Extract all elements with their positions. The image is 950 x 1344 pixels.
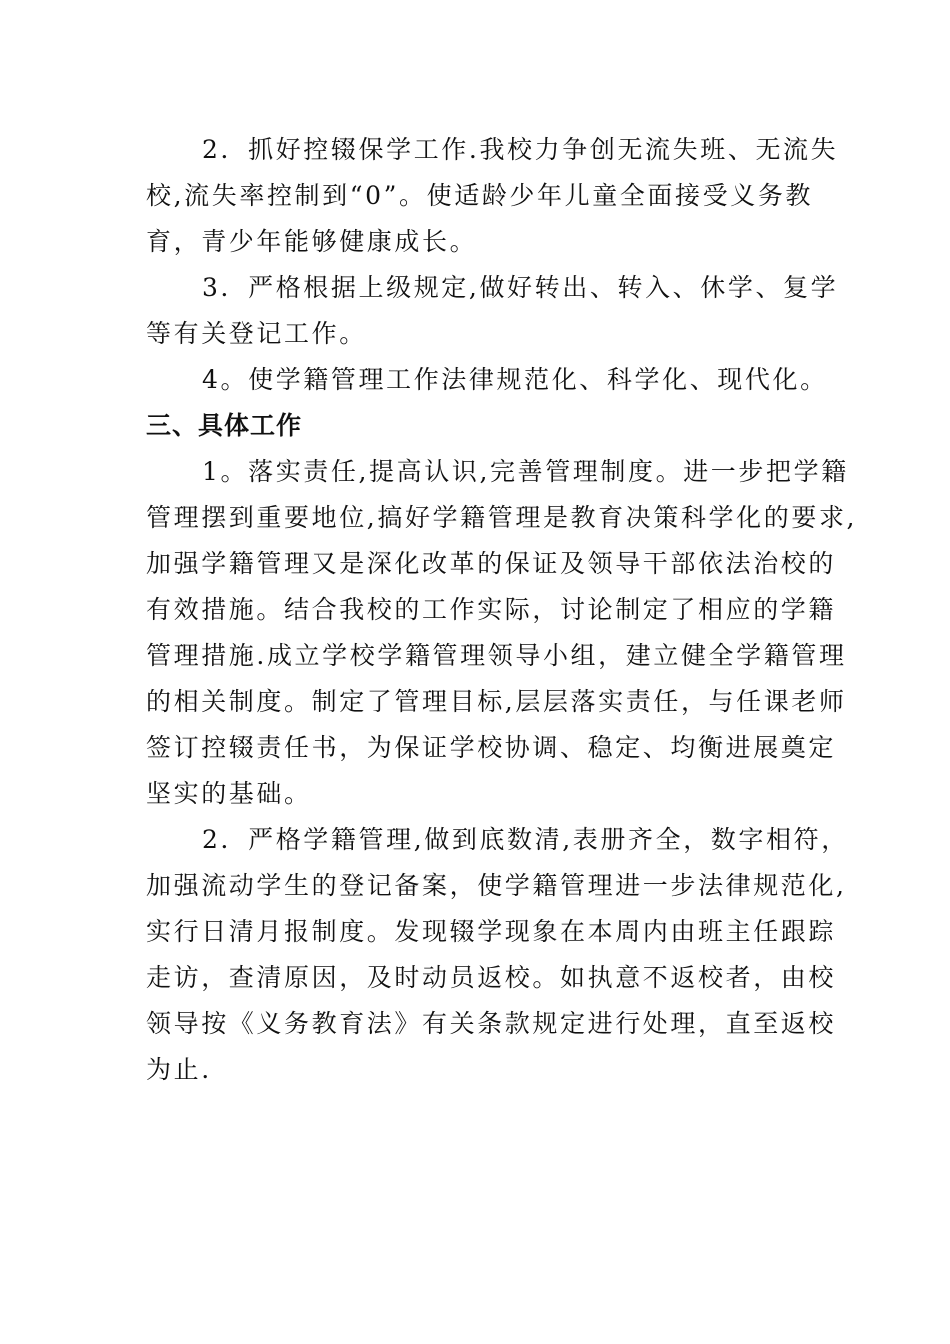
paragraph-line: 等有关登记工作。 — [146, 319, 367, 348]
paragraph-line: 坚实的基础。 — [146, 779, 312, 808]
paragraph-line: 实行日清月报制度。发现辍学现象在本周内由班主任跟踪 — [146, 917, 837, 946]
paragraph-line: 管理摆到重要地位,搞好学籍管理是教育决策科学化的要求, — [146, 503, 858, 532]
paragraph-line: 为止. — [146, 1055, 212, 1084]
section-heading: 三、具体工作 — [146, 411, 303, 440]
paragraph-line: 走访，查清原因，及时动员返校。如执意不返校者，由校 — [146, 963, 837, 992]
paragraph-line: 加强学籍管理又是深化改革的保证及领导干部依法治校的 — [146, 549, 837, 578]
paragraph-line: 1。落实责任,提高认识,完善管理制度。进一步把学籍 — [202, 457, 849, 486]
paragraph-line: 2．抓好控辍保学工作.我校力争创无流失班、无流失 — [202, 135, 839, 164]
paragraph-line: 签订控辍责任书，为保证学校协调、稳定、均衡进展奠定 — [146, 733, 837, 762]
paragraph-line: 加强流动学生的登记备案，使学籍管理进一步法律规范化, — [146, 871, 847, 900]
paragraph-line: 管理措施.成立学校学籍管理领导小组，建立健全学籍管理 — [146, 641, 847, 670]
paragraph-line: 有效措施。结合我校的工作实际，讨论制定了相应的学籍 — [146, 595, 837, 624]
paragraph-line: 育，青少年能够健康成长。 — [146, 227, 478, 256]
paragraph-line: 4。使学籍管理工作法律规范化、科学化、现代化。 — [202, 365, 828, 394]
paragraph-line: 校,流失率控制到“0”。使适龄少年儿童全面接受义务教 — [146, 181, 814, 210]
paragraph-line: 领导按《义务教育法》有关条款规定进行处理，直至返校 — [146, 1009, 837, 1038]
paragraph-line: 的相关制度。制定了管理目标,层层落实责任，与任课老师 — [146, 687, 847, 716]
paragraph-line: 3．严格根据上级规定,做好转出、转入、休学、复学 — [202, 273, 839, 302]
paragraph-line: 2．严格学籍管理,做到底数清,表册齐全，数字相符， — [202, 825, 849, 854]
